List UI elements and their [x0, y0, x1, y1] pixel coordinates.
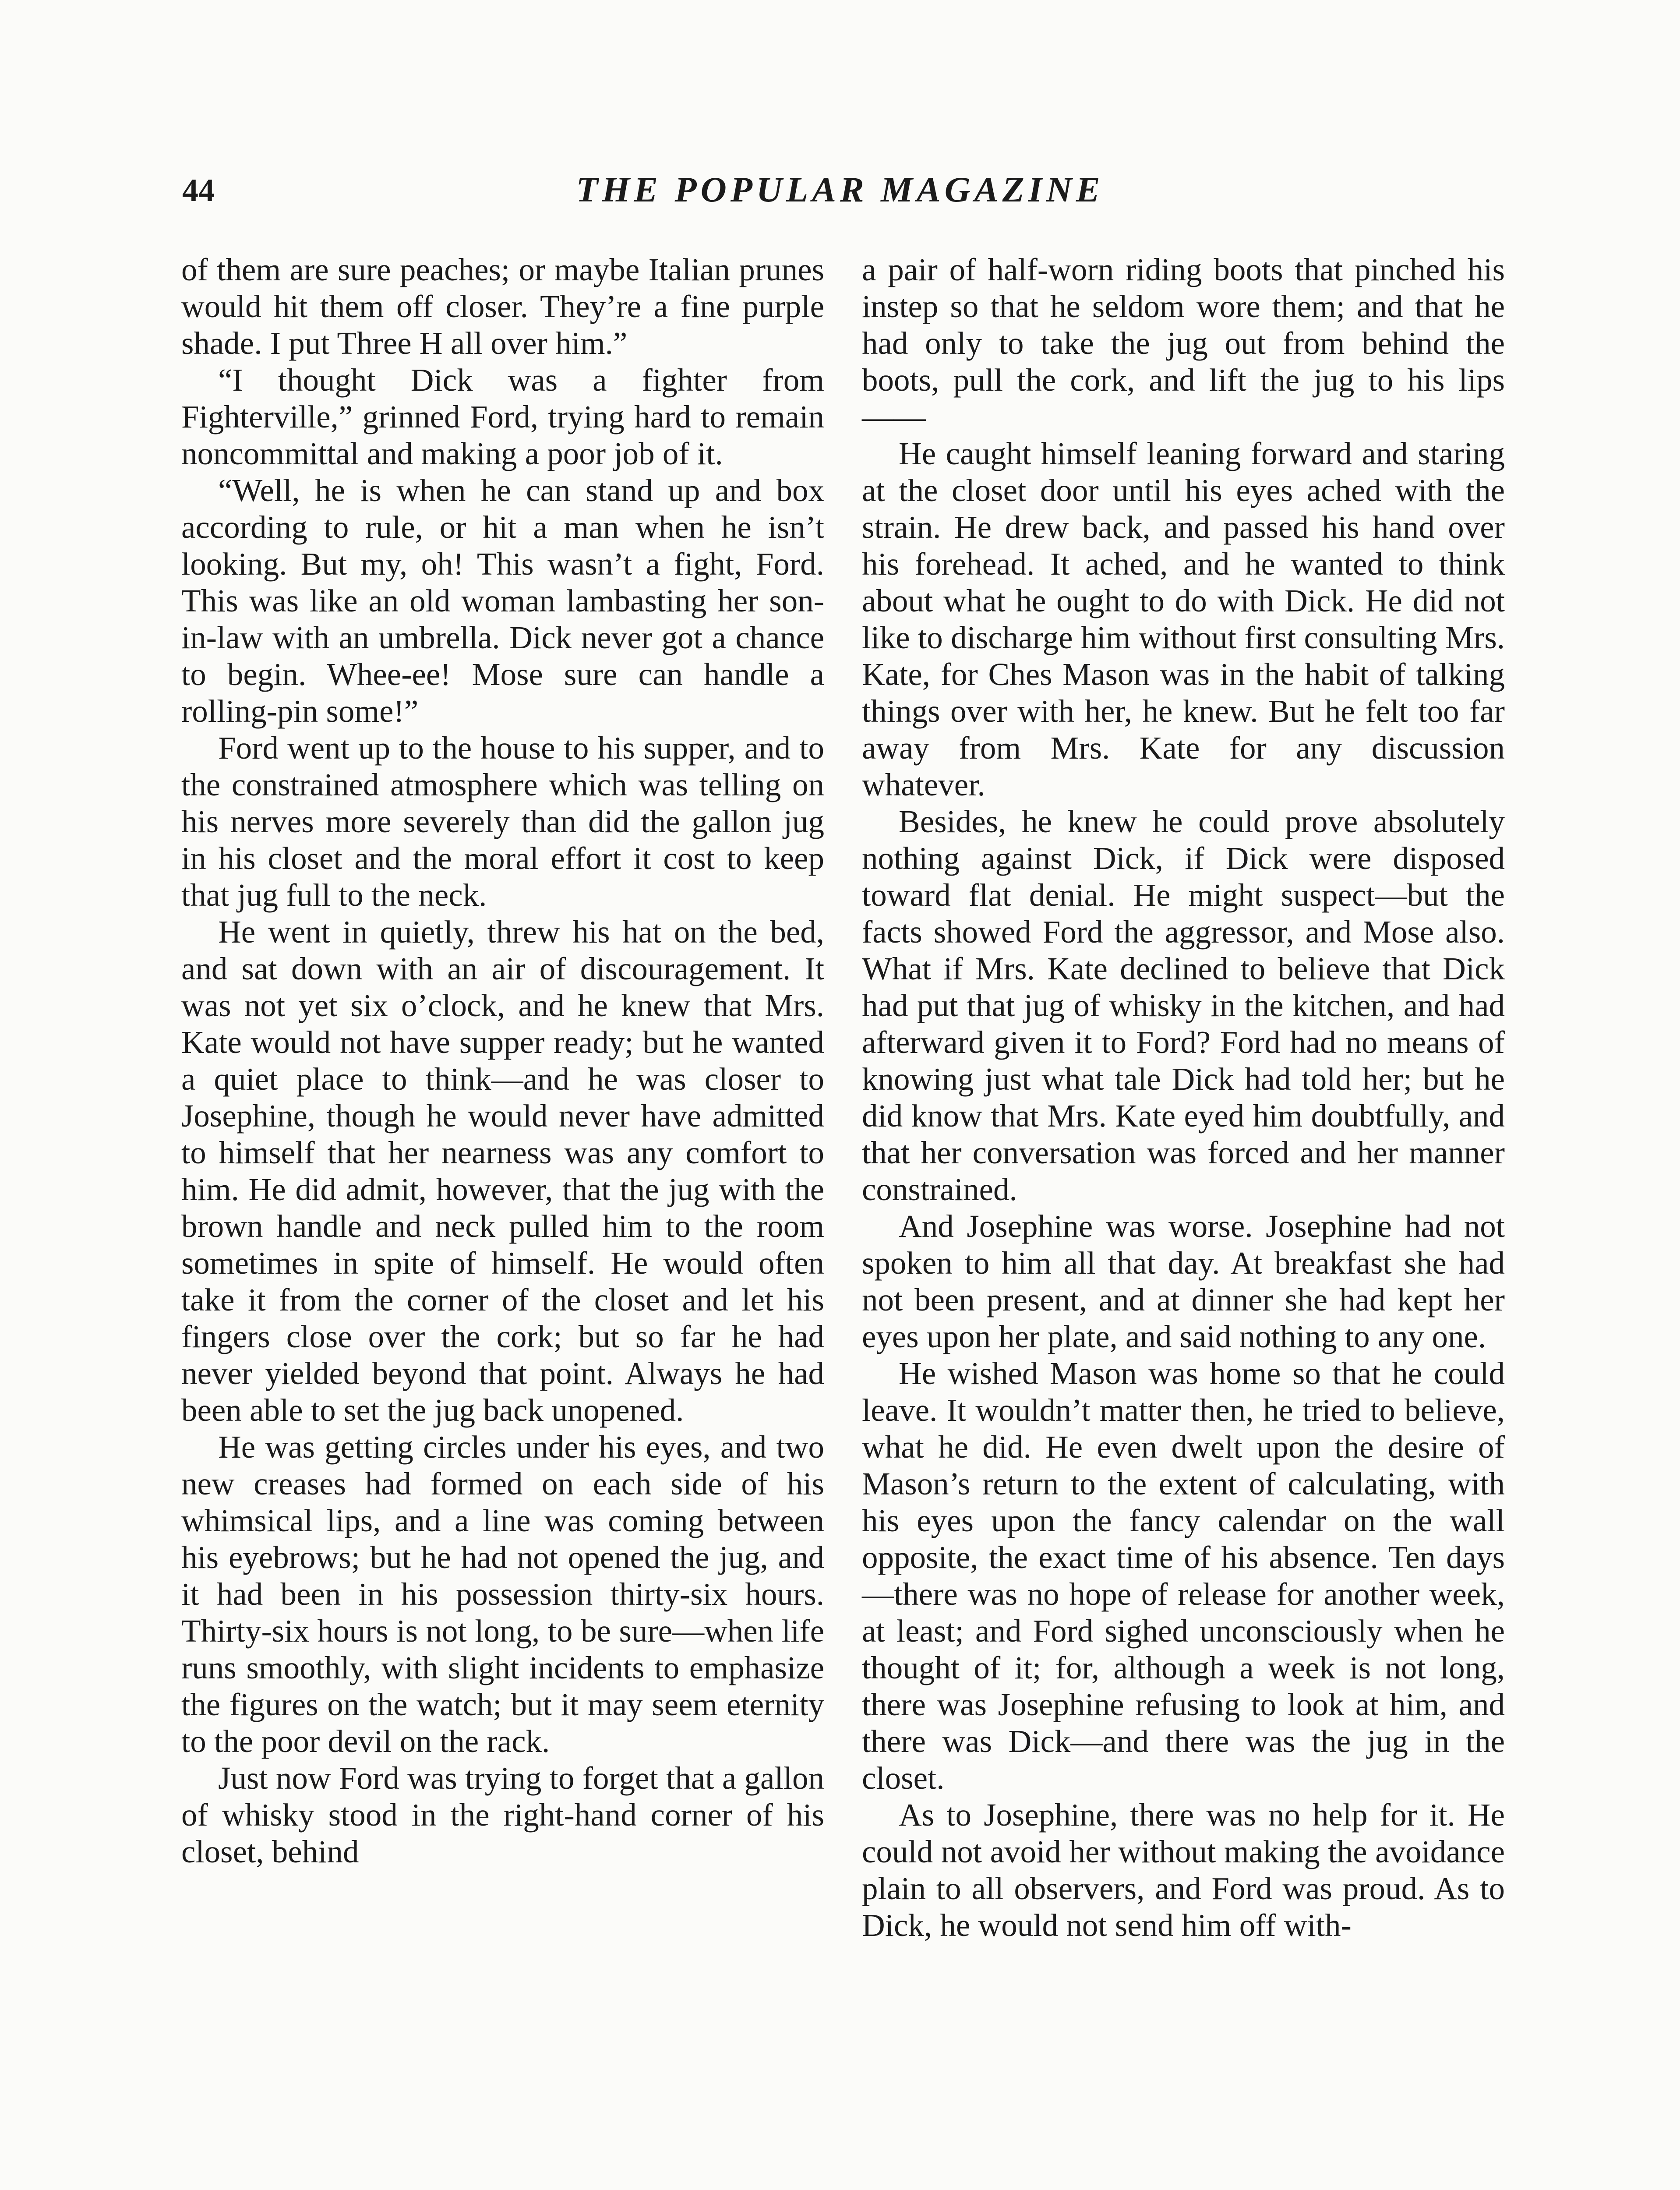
paragraph: He was getting circles under his eyes, and two new creases had formed on each side of his whimsical lips, and a line was coming between his eyebrows; but he had not opened the jug, and it had been in his possession thirty-six hours. Thirty-six hours is not long, to be sure—when life runs smoothly, with slight incidents to emphasize the figures on the watch; but it may seem eternity to the poor devil on the rack. [181, 1429, 824, 1759]
paragraph: “Well, he is when he can stand up and box according to rule, or hit a man when he isn’t looking. But my, oh! This wasn’t a fight, Ford. This was like an old woman lambasting her son-in-law with an umbrella. Dick never got a chance to begin. Whee-ee! Mose sure can handle a rolling-pin some!” [181, 473, 824, 729]
paragraph: He wished Mason was home so that he could leave. It wouldn’t matter then, he tried to believe, what he did. He even dwelt upon the desire of Mason’s return to the extent of calculating, with his eyes upon the fancy calendar on the wall opposite, the exact time of his absence. Ten days—there was no hope of release for another week, at least; and Ford sighed unconsciously when he thought of it; for, although a week is not long, there was Josephine refusing to look at him, and there was Dick—and there was the jug in the closet. [862, 1356, 1505, 1796]
paragraph: He caught himself leaning forward and staring at the closet door until his eyes ached with the strain. He drew back, and passed his hand over his forehead. It ached, and he wanted to think about what he ought to do with Dick. He did not like to discharge him without first consulting Mrs. Kate, for Ches Mason was in the habit of talking things over with her, he knew. But he felt too far away from Mrs. Kate for any discussion whatever. [862, 436, 1505, 802]
left-column [181, 251, 824, 1870]
page-number: 44 [182, 173, 215, 208]
paragraph: And Josephine was worse. Josephine had not spoken to him all that day. At breakfast she had not been present, and at dinner she had kept her eyes upon her plate, and said nothing to any one. [862, 1208, 1505, 1354]
paragraph: of them are sure peaches; or maybe Italian prunes would hit them off closer. They’re a fine purple shade. I put Three H all over him.” [181, 252, 824, 361]
right-column [862, 251, 1505, 1944]
paragraph: Besides, he knew he could prove absolutely nothing against Dick, if Dick were disposed toward flat denial. He might suspect—but the facts showed Ford the aggressor, and Mose also. What if Mrs. Kate declined to believe that Dick had put that jug of whisky in the kitchen, and had afterward given it to Ford? Ford had no means of knowing just what tale Dick had told her; but he did know that Mrs. Kate eyed him doubtfully, and that her conversation was forced and her manner constrained. [862, 804, 1505, 1207]
paragraph: Just now Ford was trying to forget that a gallon of whisky stood in the right-hand corner of his closet, behind [181, 1760, 824, 1869]
paragraph: Ford went up to the house to his supper, and to the constrained atmosphere which was telling on his nerves more severely than did the gallon jug in his closet and the moral effort it cost to keep that jug full to the neck. [181, 730, 824, 913]
paragraph: As to Josephine, there was no help for it. He could not avoid her without making the avoidance plain to all observers, and Ford was proud. As to Dick, he would not send him off with- [862, 1797, 1505, 1943]
magazine-title: THE POPULAR MAGAZINE [576, 170, 1104, 209]
paragraph: “I thought Dick was a fighter from Fighterville,” grinned Ford, trying hard to remain noncommittal and making a poor job of it. [181, 362, 824, 471]
paragraph: a pair of half-worn riding boots that pinched his instep so that he seldom wore them; and that he had only to take the jug out from behind the boots, pull the cork, and lift the jug to his lips—— [862, 252, 1505, 434]
paragraph: He went in quietly, threw his hat on the bed, and sat down with an air of discouragement. It was not yet six o’clock, and he knew that Mrs. Kate would not have supper ready; but he wanted a quiet place to think—and he was closer to Josephine, though he would never have admitted to himself that her nearness was any comfort to him. He did admit, however, that the jug with the brown handle and neck pulled him to the room sometimes in spite of himself. He would often take it from the corner of the closet and let his fingers close over the cork; but so far he had never yielded beyond that point. Always he had been able to set the jug back unopened. [181, 914, 824, 1428]
